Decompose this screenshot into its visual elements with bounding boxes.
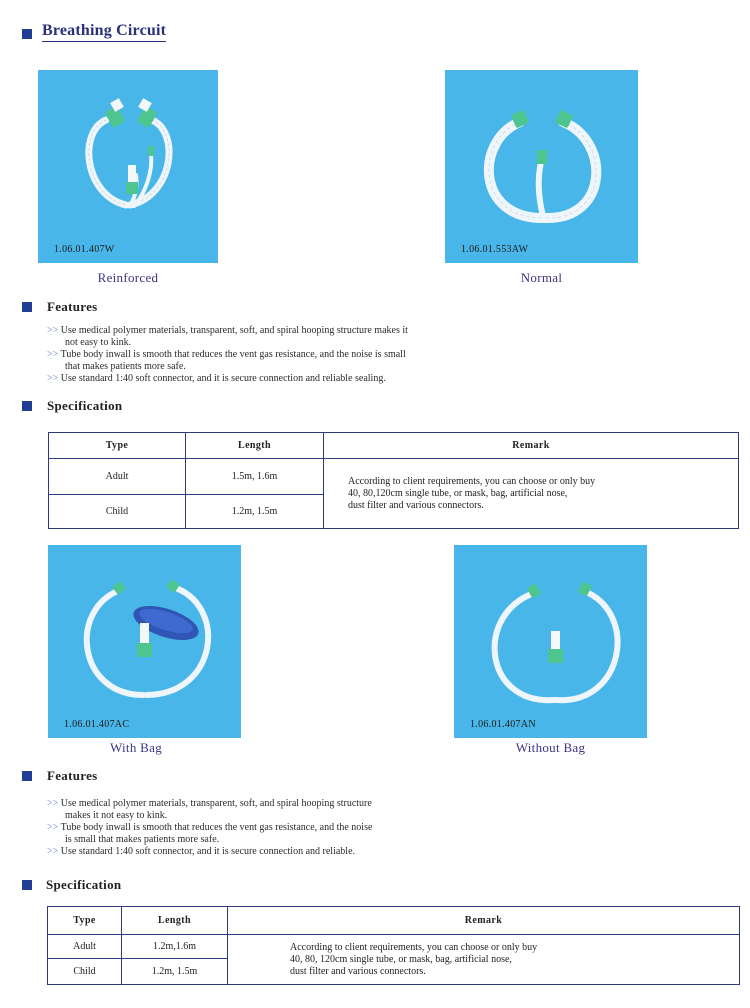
features-title: Features — [47, 768, 98, 783]
breathing-circuit-without-bag-image — [454, 545, 647, 738]
features-bullet-icon — [22, 771, 32, 781]
col-header-type: Type — [49, 433, 186, 459]
chevron-right-icon: >> — [47, 798, 59, 809]
cell-type: Child — [49, 495, 186, 529]
feature-item: >> Use medical polymer materials, transparent, soft, and spiral hooping structure makes it — [47, 325, 408, 336]
features-list — [47, 798, 372, 858]
breathing-circuit-normal-image — [445, 70, 638, 263]
product-photo-with-bag — [48, 545, 241, 738]
product-caption: Reinforced — [97, 270, 159, 285]
breathing-circuit-reinforced-image — [38, 70, 218, 263]
feature-item: >> Tube body inwall is smooth that reduces the vent gas resistance, and the noise is small — [47, 349, 406, 360]
features-bullet-icon — [22, 302, 32, 312]
title-bullet-icon — [22, 29, 32, 39]
chevron-right-icon: >> — [47, 325, 59, 336]
breathing-circuit-with-bag-image — [48, 545, 241, 738]
chevron-right-icon: >> — [47, 822, 59, 833]
page-title: Breathing Circuit — [42, 22, 166, 42]
product-code: 1.06.01.407W — [54, 244, 115, 255]
product-caption: Normal — [520, 270, 563, 285]
cell-length: 1.2m,1.6m — [122, 935, 228, 959]
col-header-length: Length — [122, 907, 228, 935]
cell-length: 1.2m, 1.5m — [122, 959, 228, 985]
cell-type: Adult — [48, 935, 122, 959]
feature-item: >> Use medical polymer materials, transparent, soft, and spiral hooping structure — [47, 798, 372, 809]
spec-table — [47, 906, 740, 985]
col-header-remark: Remark — [228, 907, 740, 935]
product-caption: With Bag — [109, 740, 163, 755]
product-photo-reinforced — [38, 70, 218, 263]
cell-type: Adult — [49, 459, 186, 495]
specification-title: Specification — [47, 398, 123, 413]
specification-bullet-icon — [22, 880, 32, 890]
features-title: Features — [47, 299, 98, 314]
product-code: 1.06.01.407AC — [64, 719, 130, 730]
product-code: 1.06.01.407AN — [470, 719, 536, 730]
features-list — [47, 325, 408, 385]
product-caption: Without Bag — [515, 740, 586, 755]
col-header-type: Type — [48, 907, 122, 935]
cell-length: 1.2m, 1.5m — [186, 495, 324, 529]
product-photo-without-bag — [454, 545, 647, 738]
spec-table — [48, 432, 739, 529]
feature-item: >> Use standard 1:40 soft connector, and it is secure connection and reliable sealing. — [47, 373, 386, 384]
table-row — [48, 935, 740, 959]
feature-item-cont: not easy to kink. — [65, 337, 132, 348]
table-row — [49, 459, 739, 495]
chevron-right-icon: >> — [47, 846, 59, 857]
cell-length: 1.5m, 1.6m — [186, 459, 324, 495]
col-header-remark: Remark — [324, 433, 739, 459]
product-photo-normal — [445, 70, 638, 263]
feature-item: >> Use standard 1:40 soft connector, and it is secure connection and reliable. — [47, 846, 356, 857]
chevron-right-icon: >> — [47, 349, 59, 360]
specification-title: Specification — [46, 877, 122, 892]
feature-item-cont: that makes patients more safe. — [65, 361, 186, 372]
cell-remark: According to client requirements, you can choose or only buy 40, 80,120cm single tube, or mask, bag, artificial nose, dust filter and various connectors. — [324, 459, 739, 529]
feature-item-cont: makes it not easy to kink. — [65, 810, 168, 821]
feature-item-cont: is small that makes patients more safe. — [65, 834, 220, 845]
col-header-length: Length — [186, 433, 324, 459]
specification-bullet-icon — [22, 401, 32, 411]
chevron-right-icon: >> — [47, 373, 59, 384]
cell-type: Child — [48, 959, 122, 985]
feature-item: >> Tube body inwall is smooth that reduces the vent gas resistance, and the noise — [47, 822, 373, 833]
product-code: 1.06.01.553AW — [461, 244, 529, 255]
cell-remark: According to client requirements, you can choose or only buy 40, 80, 120cm single tube, or mask, bag, artificial nose, dust filter and various connectors. — [228, 935, 740, 985]
